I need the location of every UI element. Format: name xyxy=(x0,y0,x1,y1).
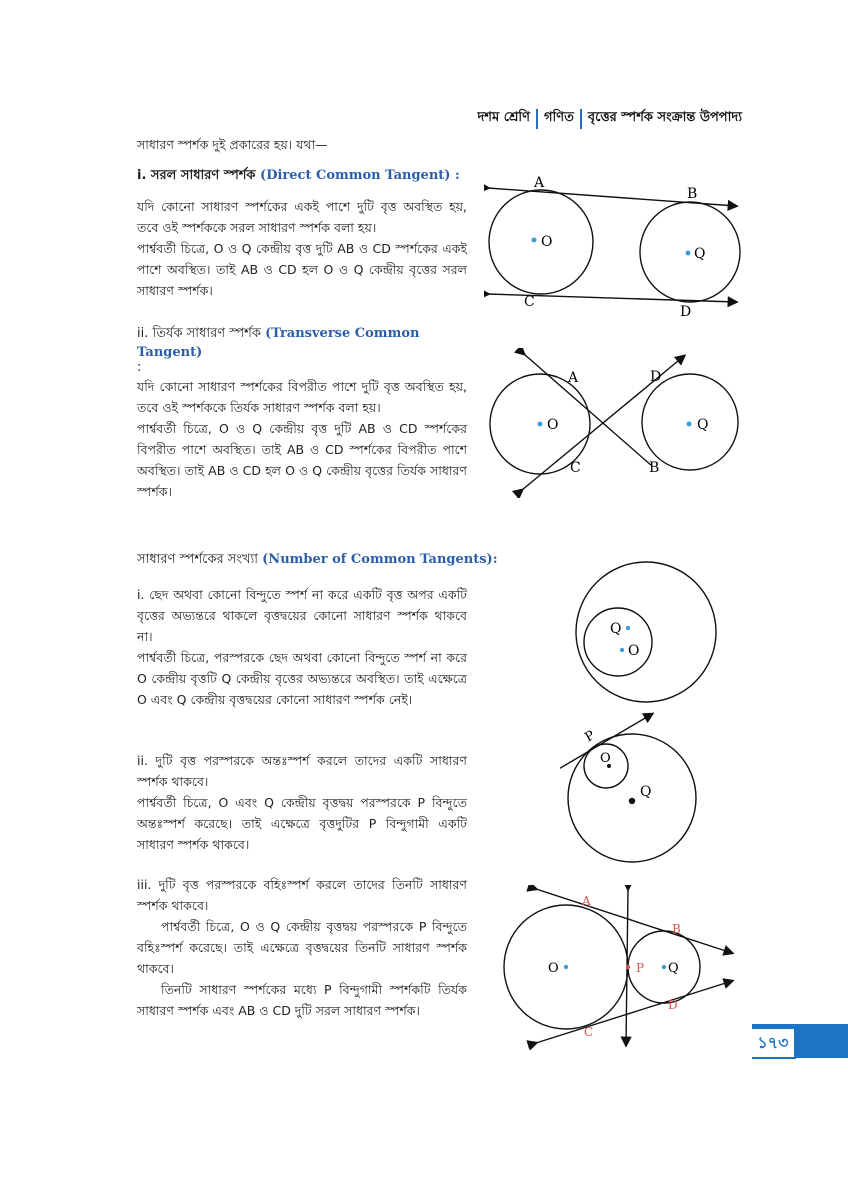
label-q: Q xyxy=(610,621,622,637)
transverse-heading-colon: : xyxy=(137,360,142,375)
transverse-explanation: পার্শ্ববর্তী চিত্রে, O ও Q কেন্দ্রীয় বৃত্ত দুটি AB ও CD স্পর্শকের বিপরীত পাশে অবস্থিত। তাই AB ও CD স্পর্শকের বিপরীত পাশে অবস্থিত। তাই AB ও CD হল O ও Q কেন্দ্রীয় বৃত্তের তির্যক সাধারণ স্পর্শক। xyxy=(137,421,467,499)
case1-explanation: পার্শ্ববর্তী চিত্রে, পরস্পরকে ছেদ অথবা কোনো বিন্দুতে স্পর্শ না করে O কেন্দ্রীয় বৃত্তটি Q কেন্দ্রীয় বৃত্তের অভ্যন্তরে অবস্থিত। তাই এক্ষেত্রে O এবং Q কেন্দ্রীয় বৃত্তদ্বয়ের কোনো সাধারণ স্পর্শক নেই। xyxy=(137,650,467,707)
label-c: C xyxy=(584,1025,594,1039)
direct-definition: যদি কোনো সাধারণ স্পর্শকের একই পাশে দুটি বৃত্ত অবস্থিত হয়, তবে ওই স্পর্শককে সরল সাধারণ স্পর্শক বলা হয়। xyxy=(137,199,467,235)
point-q xyxy=(629,798,635,804)
case3-conclusion: তিনটি সাধারণ স্পর্শকের মধ্যে P বিন্দুগামী স্পর্শকটি তির্যক সাধারণ স্পর্শক এবং AB ও CD দুটি সরল সাধারণ স্পর্শক। xyxy=(137,982,467,1018)
label-a: A xyxy=(582,894,591,908)
label-c: C xyxy=(570,460,581,476)
point-p xyxy=(626,965,630,969)
direct-heading-en: (Direct Common Tangent) : xyxy=(260,168,460,183)
outer-circle-q xyxy=(576,562,716,702)
header-subject: গণিত xyxy=(544,110,574,125)
number-heading xyxy=(137,550,498,571)
case2-statement: ii. দুটি বৃত্ত পরস্পরকে অন্তঃস্পর্শ করলে তাদের একটি সাধারণ স্পর্শক থাকবে। xyxy=(137,753,467,789)
header-divider xyxy=(580,109,582,129)
label-o: O xyxy=(541,234,553,250)
intro-text: সাধারণ স্পর্শক দুই প্রকারের হয়। যথা— xyxy=(137,137,328,152)
figure-transverse-tangent xyxy=(484,348,748,498)
point-q xyxy=(626,626,630,630)
direct-explanation: পার্শ্ববর্তী চিত্রে, O ও Q কেন্দ্রীয় বৃত্ত দুটি AB ও CD স্পর্শকের একই পাশে অবস্থিত। তাই AB ও CD হল O ও Q কেন্দ্রীয় বৃত্তের সরল সাধারণ স্পর্শক। xyxy=(137,241,467,298)
page-number: ১৭৩ xyxy=(752,1027,796,1059)
transverse-definition: যদি কোনো সাধারণ স্পর্শকের বিপরীত পাশে দুটি বৃত্ত অবস্থিত হয়, তবে ওই স্পর্শককে তির্যক সাধারণ স্পর্শক বলা হয়। xyxy=(137,379,467,415)
page-header xyxy=(477,108,742,129)
figure-direct-tangent xyxy=(484,172,748,322)
transverse-body xyxy=(137,376,467,502)
label-q: Q xyxy=(640,784,652,800)
tangent-ab xyxy=(536,889,732,953)
case2-body xyxy=(137,750,467,855)
case3-body xyxy=(137,874,467,1021)
point-q xyxy=(687,422,692,427)
label-o: O xyxy=(548,961,559,976)
label-o: O xyxy=(628,643,640,659)
header-chapter: বৃত্তের স্পর্শক সংক্রান্ত উপপাদ্য xyxy=(587,110,742,125)
point-q xyxy=(686,251,691,256)
label-q: Q xyxy=(697,417,709,433)
point-o xyxy=(532,238,537,243)
label-d: D xyxy=(668,998,678,1012)
number-heading-bn: সাধারণ স্পর্শকের সংখ্যা xyxy=(137,552,263,567)
point-o xyxy=(564,965,568,969)
header-divider xyxy=(536,109,538,129)
label-a: A xyxy=(568,370,579,386)
inner-circle-o xyxy=(584,608,652,676)
case3-statement: iii. দুটি বৃত্ত পরস্পরকে বহিঃস্পর্শ করলে তাদের তিনটি সাধারণ স্পর্শক থাকবে। xyxy=(137,877,467,913)
point-o xyxy=(620,648,624,652)
label-p: P xyxy=(636,961,645,975)
label-b: B xyxy=(649,460,660,476)
point-o xyxy=(538,422,543,427)
case1-statement: i. ছেদ অথবা কোনো বিন্দুতে স্পর্শ না করে একটি বৃত্ত অপর একটি বৃত্তের অভ্যন্তরে থাকলে বৃত্তদ্বয়ের কোনো সাধারণ স্পর্শক থাকবে না। xyxy=(137,587,467,644)
label-o: O xyxy=(600,751,611,766)
point-q xyxy=(662,965,666,969)
direct-body xyxy=(137,196,467,301)
label-q: Q xyxy=(694,246,706,262)
tangent-ab xyxy=(524,354,652,466)
case1-body xyxy=(137,584,467,710)
figure-external-touch xyxy=(500,885,750,1050)
direct-heading-bn: i. সরল সাধারণ স্পর্শক xyxy=(137,168,261,183)
direct-heading xyxy=(137,166,460,187)
transverse-heading-bn: ii. তির্যক সাধারণ স্পর্শক xyxy=(137,326,266,341)
label-b: B xyxy=(672,922,681,936)
tangent-cd xyxy=(536,981,732,1043)
label-q: Q xyxy=(668,961,679,976)
transverse-heading xyxy=(137,324,472,375)
label-o: O xyxy=(547,417,559,433)
case2-explanation: পার্শ্ববর্তী চিত্রে, O এবং Q কেন্দ্রীয় বৃত্তদ্বয় পরস্পরকে P বিন্দুতে অন্তঃস্পর্শ করেছে। তাই এক্ষেত্রে বৃত্তদুটির P বিন্দুগামী একটি সাধারণ স্পর্শক থাকবে। xyxy=(137,795,467,852)
header-class: দশম শ্রেণি xyxy=(477,110,531,125)
case3-explanation: পার্শ্ববর্তী চিত্রে, O ও Q কেন্দ্রীয় বৃত্তদ্বয় পরস্পরকে P বিন্দুতে বহিঃস্পর্শ করেছে। তাই এক্ষেত্রে বৃত্তদ্বয়ের তিনটি সাধারণ স্পর্শক থাকবে। xyxy=(137,919,467,976)
number-heading-en: (Number of Common Tangents): xyxy=(262,552,498,567)
label-b: B xyxy=(687,186,698,202)
figure-no-common-tangent xyxy=(550,560,750,710)
label-d: D xyxy=(680,304,692,320)
label-c: C xyxy=(524,294,535,310)
label-d: D xyxy=(650,369,662,385)
tangent-ab xyxy=(488,188,736,206)
label-p: P xyxy=(582,728,598,746)
figure-internal-touch xyxy=(560,710,750,870)
label-a: A xyxy=(534,175,545,191)
transverse-heading-en: (Transverse Common Tangent) xyxy=(137,326,420,360)
